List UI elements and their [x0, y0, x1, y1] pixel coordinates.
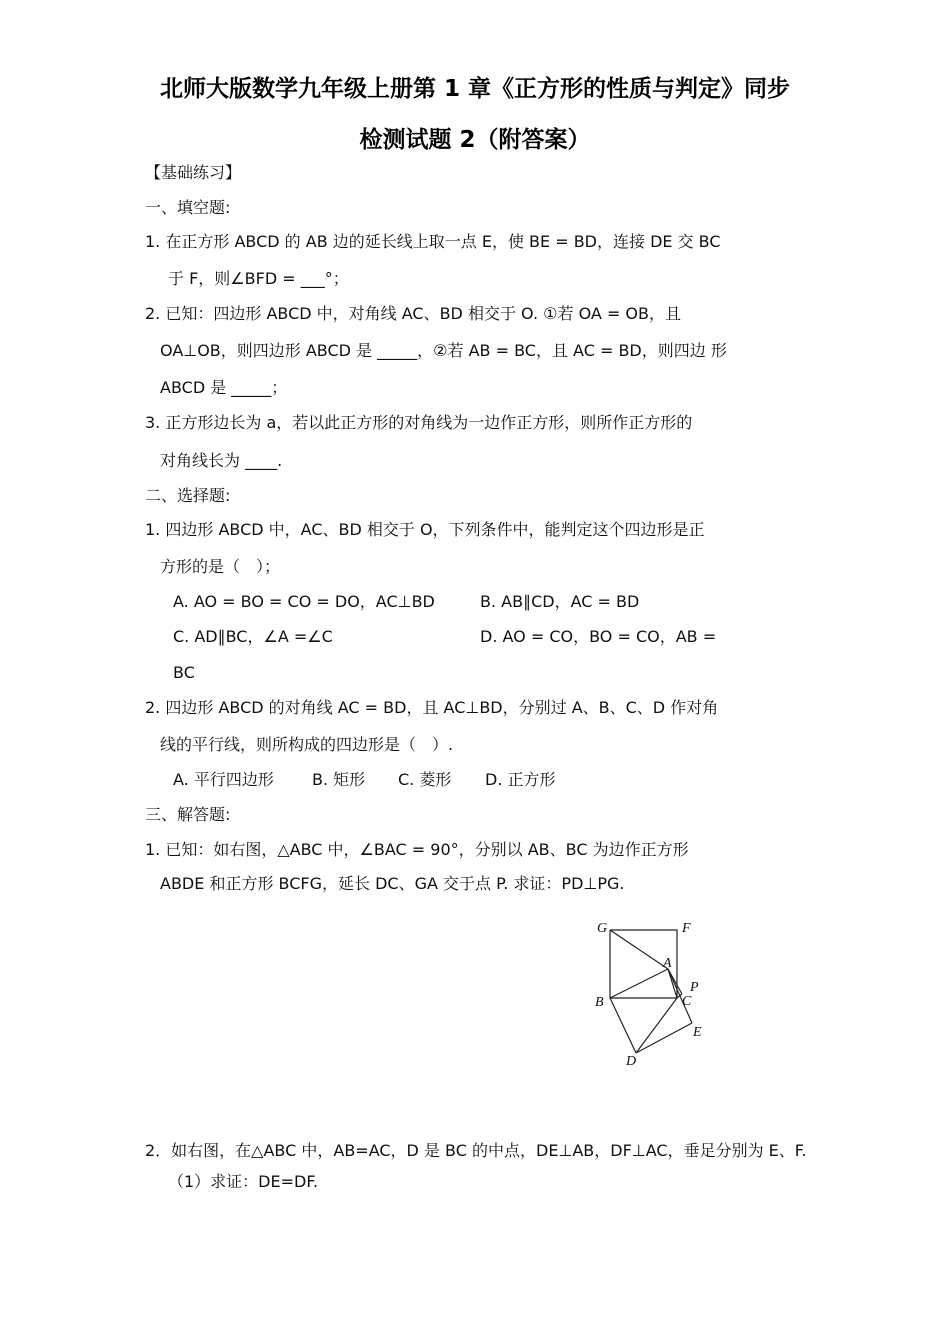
- section-solutions: 三、解答题:: [145, 805, 231, 824]
- segment-ba: [610, 969, 668, 998]
- section-multiple-choice: 二、选择题:: [145, 486, 231, 505]
- section-fill-in: 一、填空题:: [145, 198, 231, 217]
- segment-dc: [636, 998, 677, 1053]
- choice-q1-option-a: A. AO = BO = CO = DO，AC⊥BD: [173, 592, 435, 611]
- solve-q1-line2: ABDE 和正方形 BCFG，延长 DC、GA 交于点 P. 求证：PD⊥PG.: [160, 874, 625, 893]
- fill-q1-line1: 1. 在正方形 ABCD 的 AB 边的延长线上取一点 E，使 BE = BD，连接 DE 交 BC: [145, 232, 721, 251]
- choice-q2-line2: 线的平行线，则所构成的四边形是（ ）.: [160, 735, 454, 754]
- choice-q1-line1: 1. 四边形 ABCD 中，AC、BD 相交于 O，下列条件中，能判定这个四边形是正: [145, 520, 705, 539]
- segment-de: [636, 1023, 692, 1053]
- choice-q1-line2: 方形的是（ ）；: [160, 557, 281, 576]
- label-b: B: [595, 995, 604, 1010]
- label-p: P: [690, 980, 699, 995]
- fill-q3-line2: 对角线长为 ____.: [160, 451, 283, 470]
- page-title-line1: 北师大版数学九年级上册第 1 章《正方形的性质与判定》同步: [159, 76, 791, 102]
- segment-ga: [610, 930, 668, 969]
- fill-q2-line1: 2. 已知：四边形 ABCD 中，对角线 AC、BD 相交于 O. ①若 OA = OB，且: [145, 304, 682, 323]
- solve-q1-line1: 1. 已知：如右图，△ABC 中，∠BAC = 90°，分别以 AB、BC 为边作正方形: [145, 840, 689, 859]
- label-g: G: [597, 921, 608, 936]
- geometry-figure: [585, 915, 715, 1070]
- choice-q1-option-d-cont: BC: [173, 663, 195, 682]
- fill-q3-line1: 3. 正方形边长为 a，若以此正方形的对角线为一边作正方形，则所作正方形的: [145, 413, 693, 432]
- segment-bd: [610, 998, 636, 1053]
- label-d: D: [626, 1054, 637, 1069]
- choice-q1-option-c: C. AD∥BC，∠A =∠C: [173, 627, 333, 646]
- label-f: F: [682, 921, 691, 936]
- choice-q2-line1: 2. 四边形 ABCD 的对角线 AC = BD，且 AC⊥BD，分别过 A、B、C、D 作对角: [145, 698, 719, 717]
- fill-q2-line3: ABCD 是 _____；: [160, 378, 288, 397]
- choice-q1-option-b: B. AB∥CD，AC = BD: [480, 592, 640, 611]
- choice-q2-option-b: B. 矩形: [312, 770, 366, 789]
- solve-q2-line1: 2．如右图，在△ABC 中，AB=AC，D 是 BC 的中点，DE⊥AB，DF⊥AC，垂足分别为 E、F.: [145, 1141, 807, 1160]
- label-e: E: [693, 1025, 702, 1040]
- section-basic-practice: 【基础练习】: [145, 163, 242, 182]
- solve-q2-line2: （1）求证：DE=DF.: [168, 1172, 319, 1191]
- fill-q2-line2: OA⊥OB，则四边形 ABCD 是 _____，②若 AB = BC，且 AC = BD，则四边 形: [160, 341, 727, 360]
- label-c: C: [682, 994, 692, 1009]
- choice-q1-option-d: D. AO = CO，BO = CO，AB =: [480, 627, 717, 646]
- choice-q2-option-c: C. 菱形: [398, 770, 452, 789]
- page-title-line2: 检测试题 2（附答案）: [359, 127, 591, 153]
- fill-q1-line2: 于 F，则∠BFD = ___°；: [168, 269, 349, 288]
- label-a: A: [663, 956, 672, 971]
- choice-q2-option-a: A. 平行四边形: [173, 770, 274, 789]
- choice-q2-option-d: D. 正方形: [485, 770, 556, 789]
